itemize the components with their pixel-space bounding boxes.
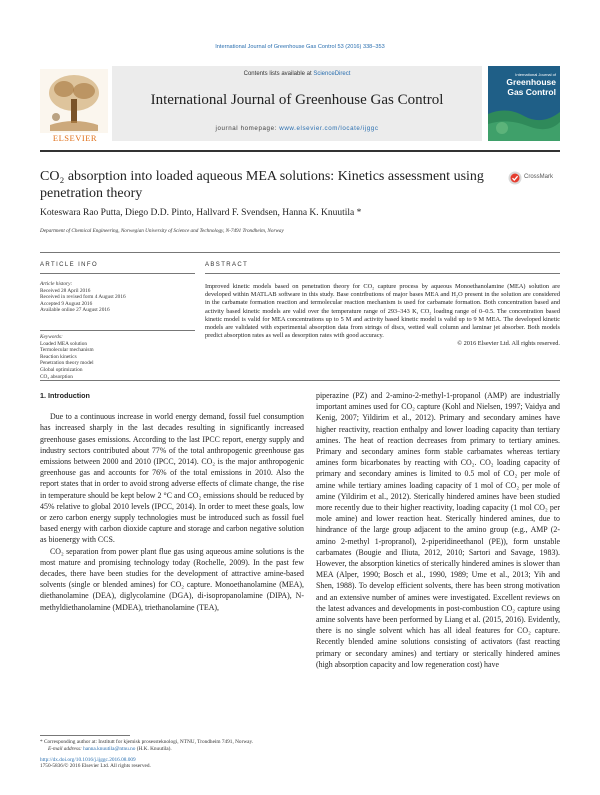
article-info-heading: ARTICLE INFO — [40, 262, 99, 268]
section-heading: 1. Introduction — [40, 391, 90, 400]
doi-link[interactable]: http://dx.doi.org/10.1016/j.ijggc.2016.08.009 — [40, 756, 136, 763]
copyright: © 2016 Elsevier Ltd. All rights reserved. — [457, 340, 560, 348]
article-history: Article history: Received 28 April 2016 Received in revised form 4 August 2016 Accepted 9 August 2016 Available online 27 August 2016 — [40, 281, 126, 314]
contents-line: Contents lists available at ScienceDirect — [243, 71, 351, 77]
info-divider-left — [40, 273, 195, 274]
issn-line: 1750-5836/© 2016 Elsevier Ltd. All rights reserved. — [40, 763, 151, 770]
crossmark-badge[interactable]: CrossMark — [508, 168, 563, 188]
paragraph: Due to a continuous increase in world energy demand, fossil fuel consumption has increased sharply in the last decades resulting in significantly increased greenhouse gases emissions. According to the last IPCC report, energy supply and industry sectors contributed about 77% of the total anthropogenic greenhouse gas emissions between 2000 and 2010 (IPCC, 2014). CO₂ is the major anthropogenic greenhouse gas and accounts for 76% of the total emissions in 2010. Also the report states that in order to avoid strong adverse effects of climate change, the rise in temperature should be kept below 2 °C and CO₂ emissions should be reduced by 45% relative to global 2010 levels (IPCC, 2014). In order to meet these goals, low or zero carbon energy supply technologies must be introduced such as fossil fuel based energy with carbon dioxide capture and storage and carbon negative solution as bioenergy with CCS. — [40, 412, 304, 545]
cover-title: International Journal of Greenhouse Gas Control — [506, 72, 556, 97]
corresponding-author-note: * Corresponding author at: Institutt for kjemisk prosessteknologi, NTNU, Trondheim 7491, Norway. — [40, 739, 254, 745]
elsevier-tree-logo — [40, 69, 108, 135]
footnote-divider — [40, 735, 130, 736]
left-column — [40, 390, 304, 613]
journal-banner — [112, 66, 482, 141]
sciencedirect-link[interactable]: ScienceDirect — [313, 71, 351, 77]
email-link[interactable]: hanna.knuutila@ntnu.no — [83, 745, 136, 752]
publisher-name: ELSEVIER — [52, 133, 98, 143]
abstract-heading: ABSTRACT — [205, 262, 249, 268]
journal-header — [40, 66, 560, 148]
info-divider-top — [40, 252, 560, 253]
right-column — [316, 390, 560, 670]
journal-homepage: journal homepage: www.elsevier.com/locate/ijggc — [215, 125, 379, 132]
crossmark-icon — [508, 171, 522, 185]
info-divider-right — [205, 273, 560, 274]
header-divider — [40, 150, 560, 152]
journal-citation[interactable]: International Journal of Greenhouse Gas Control 53 (2016) 338–353 — [215, 44, 385, 50]
affiliation: Department of Chemical Engineering, Norwegian University of Science and Technology, N-7491 Trondheim, Norway — [40, 228, 284, 234]
abstract-divider-bottom — [40, 380, 560, 381]
journal-cover-image — [488, 66, 560, 141]
article-title: CO₂ absorption into loaded aqueous MEA solutions: Kinetics assessment using penetration theory — [40, 169, 484, 201]
journal-title: International Journal of Greenhouse Gas Control — [150, 92, 444, 108]
keywords-list: Keywords: Loaded MEA solution Termolecular mechanism Reaction kinetics Penetration theory model Global optimization CO₂ absorption — [40, 334, 94, 380]
paragraph: piperazine (PZ) and 2-amino-2-methyl-1-propanol (AMP) are industrially important amines used for CO₂ capture (Kohl and Nielsen, 1997; Vaidya and Kenig, 2007; Yildirim et al., 2012). Primary and secondary amines have higher reactivity, reaction enthalpy and lower loading capacity than tertiary amines. The heat of reaction decreases from primary to tertiary amines. Primary and secondary amines form stable carbamates whereas tertiary amines form bicarbonates by reacting with CO₂. CO₂ loading capacity of primary and secondary amines is limited to 0.5 mol of CO₂ per mole of amine while tertiary amines loading capacity of 1 mol of CO₂ per mole of amine (Yildirim et al., 2012). Sterically hindered amines have been studied more recently due to their higher reactivity, loading capacity (1 mol CO₂ per mole amine) and lower reaction heat. Sterically hindered amines, due to hindrance of the large group adjacent to the amino group (e.g., AMP (2-amino 2-methyl 1-propranol), 2-piperidineethanol (PE)), form unstable carbamates (Bougie and Iliuta, 2012, 2010; Sartori and Savage, 1983). However, the absorption kinetics of sterically hindered amines is slower than MEA (Alper, 1990; Bosch et al., 1990, 1989; Ume et al., 2013; Yih and Shen, 1988). To develop efficient solvents, there has been strong motivation and an extensive number of amines were investigated. Excellent reviews on the latest advances and developments in post-combustion CO₂ capture using amine solvents have been performed by Liang et al. (2015, 2016). Evidently, there is no single solvent which has all ideal features for CO₂ capture. Recently blended amine solutions consisting of activators (fast reacting primary or secondary amines) and tertiary or sterically hindered amines (high absorption capacity and low regeneration cost) have — [316, 391, 560, 669]
homepage-link[interactable]: www.elsevier.com/locate/ijggc — [279, 125, 379, 132]
author-list[interactable]: Koteswara Rao Putta, Diego D.D. Pinto, Hallvard F. Svendsen, Hanna K. Knuutila * — [40, 208, 362, 218]
footnotes: * Corresponding author at: Institutt for kjemisk prosessteknologi, NTNU, Trondheim 7491, Norway. E-mail address: hanna.knuutila@ntnu.no (H.K. Knuutila). http://dx.doi.org/10.1016/j.ijggc.2016.08.009 1750-5836/© 2016 Elsevier Ltd. All rights reserved. — [40, 739, 304, 770]
paragraph: CO₂ separation from power plant flue gas using aqueous amine solutions is the most mature and promising technology today (Rochelle, 2009). In the past few decades, there have been studies for the development of attractive amine-based solvents (single or blended amines) for CO₂ capture. Monoethanolamine (MEA), diethanolamine (DEA), diglycolamine (DGA), di-isopropanolamine (DIPA), N-methyldiethanolamine (MDEA), triethanolamine (TEA), — [40, 546, 304, 612]
keywords-divider — [40, 330, 195, 331]
abstract-text: Improved kinetic models based on penetration theory for CO₂ capture process by aqueous Monoethanolamine (MEA) solution are developed within MATLAB software in this study. Base contributions of major bases MEA and H₂O present in the solution are considered in the carbamate formation reaction and termolecular reaction mechanism is used for carbamate formation. Both concentration based and activity based kinetic models are valid over the temperature range of 293–343 K, CO₂ loading range of 0–0.5. The concentration based kinetic model is valid for MEA concentrations up to 5 M and activity based kinetic model is valid up to 9 M MEA. The developed kinetic models are validated with experimental absorption data from strings of discs, wetted wall column and laminar jet absorber. Both models predict absorption rates as well as desorption rates with good accuracy. © 2016 Elsevier Ltd. All rights reserved. — [205, 283, 560, 348]
